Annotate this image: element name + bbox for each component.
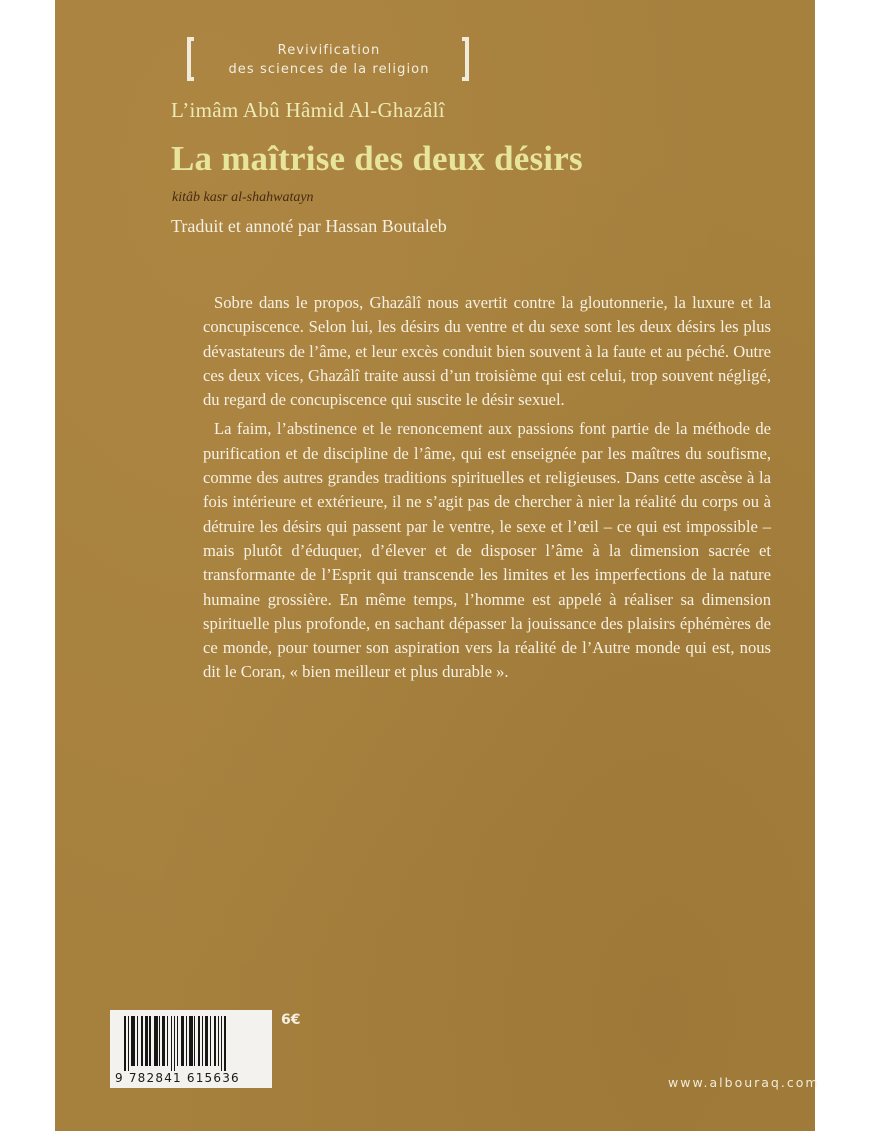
translator-credit: Traduit et annoté par Hassan Boutaleb xyxy=(171,216,447,236)
series-label xyxy=(187,37,467,87)
left-bracket-icon xyxy=(187,37,194,81)
barcode xyxy=(110,1010,272,1088)
blurb xyxy=(203,291,771,690)
barcode-bars-icon xyxy=(124,1016,264,1068)
series-line-1: Revivification xyxy=(277,43,381,58)
isbn-number: 9 782841 615636 xyxy=(115,1071,240,1085)
series-name xyxy=(199,41,459,79)
series-line-2: des sciences de la religion xyxy=(228,62,430,77)
blurb-paragraph-1: Sobre dans le propos, Ghazâlî nous avertit contre la gloutonnerie, la luxure et la concupiscence. Selon lui, les désirs du ventre et du sexe sont les deux désirs les plus dévastateurs de l’âme, et leur excès conduit bien souvent à la faute et au péché. Outre ces deux vices, Ghazâlî traite aussi d’un troisième qui est celui, trop souvent négligé, du regard de concupiscence qui suscite le désir sexuel. xyxy=(203,293,771,410)
publisher-website: www.albouraq.com xyxy=(668,1075,820,1090)
book-title: La maîtrise des deux désirs xyxy=(171,139,583,178)
book-back-cover xyxy=(55,0,820,1131)
author-name: L’imâm Abû Hâmid Al-Ghazâlî xyxy=(171,98,445,122)
book-subtitle: kitâb kasr al-shahwatayn xyxy=(172,190,314,205)
blurb-paragraph-2: La faim, l’abstinence et le renoncement aux passions font partie de la méthode de purification et de discipline de l’âme, qui est enseignée par les maîtres du soufisme, comme des autres grandes traditions spirituelles et religieuses. Dans cette ascèse à la fois intérieure et extérieure, il ne s’agit pas de chercher à nier la réalité du corps ou à détruire les désirs qui passent par le ventre, le sexe et l’œil – ce qui est impossible – mais plutôt d’éduquer, d’élever et de disposer l’âme à la dimension sacrée et transformante de l’Esprit qui transcende les limites et les imperfections de la nature humaine grossière. En même temps, l’homme est appelé à réaliser sa dimension spirituelle plus profonde, en sachant dépasser la jouissance des plaisirs éphémères de ce monde, pour tourner son aspiration vers la réalité de l’Autre monde qui est, nous dit le Coran, « bien meilleur et plus durable ». xyxy=(203,419,771,682)
right-bracket-icon xyxy=(462,37,469,81)
price: 6€ xyxy=(281,1012,301,1028)
